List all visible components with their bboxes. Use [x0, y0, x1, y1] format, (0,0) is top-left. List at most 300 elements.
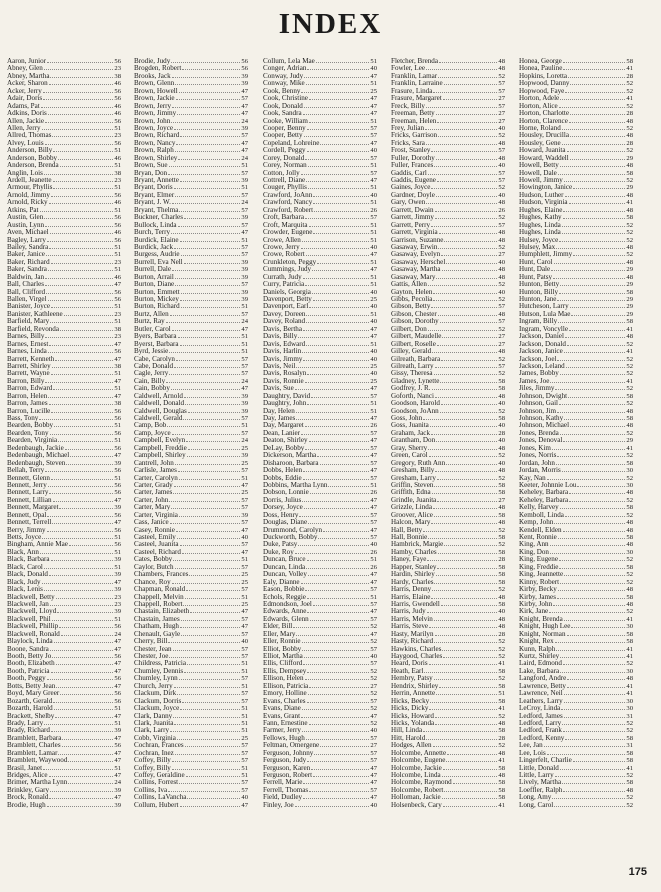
entry-name: Gilbert, Don — [391, 324, 427, 333]
entry-page: 48 — [498, 154, 505, 162]
index-entry — [519, 615, 633, 622]
entry-page: 25 — [241, 489, 248, 497]
index-entry — [134, 645, 248, 652]
index-entry — [391, 712, 505, 719]
entry-name: Baker, Sandra — [7, 265, 47, 274]
entry-page: 40 — [370, 355, 377, 363]
entry-name: Brown, Ralph — [134, 146, 174, 155]
entry-page: 57 — [241, 429, 248, 437]
entry-name: Douglas, Diane — [263, 518, 308, 527]
entry-page: 40 — [498, 191, 505, 199]
entry-page: 57 — [241, 563, 248, 571]
index-entry — [7, 362, 121, 369]
entry-page: 39 — [241, 511, 248, 519]
dot-leader — [186, 436, 240, 442]
index-entry — [7, 756, 121, 763]
entry-page: 25 — [370, 296, 377, 303]
entry-page: 47 — [114, 757, 121, 765]
entry-name: Drummond, Carolyn — [263, 525, 323, 534]
index-entry — [391, 377, 505, 384]
index-entry — [134, 511, 248, 518]
entry-name: Daughtry, David — [263, 391, 311, 400]
entry-page: 57 — [241, 690, 248, 698]
dot-leader — [442, 265, 498, 271]
entry-page: 52 — [626, 474, 633, 482]
dot-leader — [567, 146, 626, 152]
dot-leader — [567, 682, 626, 688]
entry-name: Chastain, Elizabeth — [134, 607, 190, 616]
entry-page: 51 — [370, 258, 377, 266]
entry-page: 57 — [241, 615, 248, 623]
entry-page: 51 — [241, 333, 248, 341]
entry-name: Byrd, Jessie — [134, 347, 169, 356]
entry-page: 51 — [114, 147, 121, 155]
entry-page: 51 — [114, 318, 121, 326]
index-entry — [391, 161, 505, 168]
entry-name: Cottrell, Diane — [263, 176, 306, 184]
dot-leader — [174, 682, 241, 688]
entry-name: Ledford, Larry — [519, 718, 562, 727]
entry-name: Hill, Linda — [391, 726, 423, 735]
entry-name: Adams, Pat — [7, 101, 40, 110]
entry-name: Howard, Waddell — [519, 153, 569, 162]
entry-name: Blackwell, Phillip — [7, 622, 59, 631]
index-entry — [391, 622, 505, 629]
index-entry — [263, 481, 377, 488]
dot-leader — [431, 429, 497, 435]
entry-name: Frasure, Linda — [391, 86, 433, 95]
index-entry — [263, 109, 377, 116]
dot-leader — [552, 444, 625, 450]
index-entry — [519, 526, 633, 533]
entry-name: Byerst, Barbara — [134, 339, 179, 348]
index-entry — [519, 801, 633, 808]
index-entry — [134, 183, 248, 190]
index-entry — [263, 325, 377, 332]
index-entry — [7, 578, 121, 585]
dot-leader — [570, 109, 625, 115]
dot-leader — [45, 377, 113, 383]
entry-name: Graham, Jack — [391, 428, 430, 437]
entry-name: Lawrence, Betty — [519, 681, 566, 690]
index-entry — [263, 682, 377, 689]
dot-leader — [40, 548, 113, 554]
dot-leader — [550, 540, 626, 546]
entry-name: Gary, Owen — [391, 198, 426, 207]
entry-name: Green, Carol — [391, 451, 428, 460]
dot-leader — [172, 72, 241, 78]
dot-leader — [563, 526, 626, 532]
entry-page: 25 — [370, 362, 377, 370]
dot-leader — [562, 221, 626, 227]
entry-page: 57 — [370, 132, 377, 140]
entry-name: Bearden, Tony — [7, 428, 49, 437]
dot-leader — [304, 102, 370, 108]
index-entry — [391, 786, 505, 793]
entry-name: Davey, Doreen — [263, 309, 306, 318]
entry-page: 39 — [114, 571, 121, 579]
dot-leader — [444, 79, 498, 85]
entry-page: 57 — [241, 467, 248, 475]
entry-page: 57 — [370, 757, 377, 765]
entry-name: Ferguson, Robert — [263, 771, 313, 779]
dot-leader — [425, 124, 497, 130]
entry-name: Chapman, Ronald — [134, 585, 186, 594]
index-entry — [391, 689, 505, 696]
entry-name: Dickerson, Martha — [263, 451, 317, 460]
entry-page: 57 — [370, 474, 377, 482]
dot-leader — [174, 362, 240, 368]
entry-name: Campbell, Shirley — [134, 451, 186, 460]
index-entry — [263, 451, 377, 458]
entry-page: 40 — [498, 400, 505, 408]
entry-page: 47 — [370, 266, 377, 274]
dot-leader — [172, 325, 241, 331]
index-entry — [7, 689, 121, 696]
entry-name: Chappell, Robert — [134, 599, 183, 608]
entry-page: 23 — [114, 333, 121, 341]
index-entry — [263, 310, 377, 317]
dot-leader — [313, 191, 369, 197]
entry-name: Hudson, Virginia — [519, 198, 568, 207]
index-entry — [7, 176, 121, 183]
entry-page: 40 — [498, 608, 505, 616]
dot-leader — [50, 228, 114, 234]
dot-leader — [440, 377, 497, 383]
entry-page: 51 — [114, 303, 121, 311]
index-entry — [519, 741, 633, 748]
entry-name: King, Jeannette — [519, 570, 564, 579]
index-entry — [7, 250, 121, 257]
entry-name: Long, Amy — [519, 793, 552, 802]
entry-name: Kemp, John — [519, 518, 554, 527]
index-entry — [391, 771, 505, 778]
dot-leader — [169, 161, 241, 167]
entry-name: Ellis, Dempsey — [263, 666, 307, 675]
entry-name: Cook, Christine — [263, 94, 308, 103]
index-entry — [263, 726, 377, 733]
dot-leader — [426, 198, 497, 204]
index-entry — [134, 109, 248, 116]
dot-leader — [564, 570, 625, 576]
index-entry — [519, 377, 633, 384]
dot-leader — [437, 340, 497, 346]
index-entry — [391, 659, 505, 666]
entry-page: 51 — [370, 199, 377, 207]
dot-leader — [563, 213, 626, 219]
entry-page: 56 — [114, 191, 121, 199]
entry-page: 41 — [498, 705, 505, 713]
dot-leader — [426, 734, 497, 740]
dot-leader — [175, 191, 240, 197]
dot-leader — [307, 399, 369, 405]
entry-name: Ball, Clifford — [7, 287, 46, 296]
entry-page: 25 — [241, 734, 248, 742]
dot-leader — [434, 615, 498, 621]
entry-name: Conger, Adrian — [263, 64, 307, 73]
entry-name: Davis, Edward — [263, 339, 306, 348]
entry-name: Carter, Mary — [134, 503, 171, 512]
entry-name: Hicks, Howard — [391, 711, 434, 720]
entry-page: 58 — [498, 563, 505, 571]
entry-page: 28 — [626, 139, 633, 147]
entry-page: 52 — [626, 177, 633, 184]
entry-page: 40 — [241, 638, 248, 646]
entry-name: Knight, Brenda — [519, 614, 563, 623]
entry-page: 29 — [626, 266, 633, 274]
entry-name: Banister, Kathleene — [7, 309, 63, 318]
dot-leader — [169, 369, 240, 375]
dot-leader — [175, 563, 241, 569]
index-entry — [263, 570, 377, 577]
dot-leader — [178, 154, 240, 160]
index-entry — [519, 444, 633, 451]
entry-page: 48 — [498, 467, 505, 475]
index-entry — [7, 436, 121, 443]
entry-name: Eller, Mary — [263, 629, 296, 638]
entry-name: Bryant, Elmer — [134, 190, 175, 199]
entry-name: Austin, Lynn — [7, 220, 45, 229]
entry-page: 57 — [498, 221, 505, 229]
dot-leader — [555, 384, 625, 390]
entry-name: Heard, Doris — [391, 659, 428, 668]
entry-page: 47 — [114, 794, 121, 802]
entry-page: 58 — [626, 169, 633, 177]
entry-page: 58 — [626, 214, 633, 222]
dot-leader — [168, 786, 240, 792]
index-entry — [134, 362, 248, 369]
entry-page: 47 — [370, 712, 377, 720]
dot-leader — [314, 749, 369, 755]
index-entry — [7, 652, 121, 659]
dot-leader — [44, 64, 114, 70]
entry-page: 39 — [241, 400, 248, 408]
index-entry — [134, 265, 248, 272]
dot-leader — [564, 689, 626, 695]
entry-page: 57 — [241, 586, 248, 594]
dot-leader — [566, 362, 626, 368]
entry-name: Davis, Sue — [263, 384, 294, 393]
entry-page: 31 — [626, 742, 633, 750]
entry-page: 52 — [498, 370, 505, 378]
entry-name: Gresham, Billy — [391, 466, 435, 475]
entry-name: Bramblett, Lamar — [7, 748, 58, 757]
entry-name: Kunn, Ralph — [519, 644, 556, 653]
entry-page: 26 — [370, 489, 377, 497]
entry-name: Chatham, Hugh — [134, 622, 179, 631]
entry-page: 47 — [114, 496, 121, 504]
entry-name: Hunton, Betty — [519, 280, 560, 289]
entry-page: 51 — [370, 593, 377, 601]
entry-name: Croft, Barbara — [263, 213, 304, 222]
index-entry — [519, 712, 633, 719]
dot-leader — [56, 593, 114, 599]
index-entry — [391, 630, 505, 637]
index-entry — [519, 79, 633, 86]
dot-leader — [41, 102, 114, 108]
dot-leader — [309, 682, 369, 688]
dot-leader — [302, 704, 370, 710]
entry-name: Burdick, Elaine — [134, 235, 179, 244]
entry-page: 40 — [370, 727, 377, 735]
index-entry — [519, 607, 633, 614]
entry-name: Boone, Sandra — [7, 644, 49, 653]
entry-name: Coffey, Billy — [134, 763, 171, 772]
index-entry — [391, 310, 505, 317]
entry-page: 39 — [241, 72, 248, 80]
entry-page: 57 — [498, 80, 505, 88]
dot-leader — [306, 734, 370, 740]
index-entry — [7, 79, 121, 86]
entry-page: 27 — [498, 117, 505, 125]
dot-leader — [305, 154, 369, 160]
dot-leader — [305, 377, 370, 383]
index-entry — [391, 131, 505, 138]
index-entry — [263, 704, 377, 711]
dot-leader — [553, 273, 625, 279]
entry-name: Clackum, Dorris — [134, 696, 182, 705]
index-entry — [519, 540, 633, 547]
entry-page: 47 — [114, 638, 121, 646]
index-entry — [263, 563, 377, 570]
entry-name: Botts, Betty Jean — [7, 681, 56, 690]
index-entry — [134, 793, 248, 800]
entry-page: 24 — [241, 199, 248, 207]
dot-leader — [559, 102, 626, 108]
index-entry — [263, 347, 377, 354]
entry-name: Goss, John — [391, 414, 423, 422]
entry-name: Day, Helen — [263, 406, 295, 415]
entry-page: 27 — [498, 340, 505, 348]
entry-name: Bedenbaugh, Jackie — [7, 443, 64, 452]
entry-page: 48 — [498, 65, 505, 73]
entry-page: 40 — [241, 794, 248, 802]
dot-leader — [305, 585, 369, 591]
entry-name: King, Ann — [519, 540, 549, 549]
entry-name: Berry, Jimmy — [7, 525, 46, 534]
entry-page: 52 — [626, 719, 633, 727]
dot-leader — [49, 570, 113, 576]
entry-name: Chance, Roy — [134, 577, 171, 586]
entry-page: 58 — [498, 727, 505, 735]
dot-leader — [434, 161, 497, 167]
entry-name: Knight, Rex — [519, 637, 554, 646]
dot-leader — [301, 712, 369, 718]
dot-leader — [569, 488, 625, 494]
entry-page: 46 — [114, 273, 121, 281]
index-entry — [391, 518, 505, 525]
dot-leader — [317, 258, 369, 264]
entry-name: Bailey, Sandra — [7, 242, 49, 251]
dot-leader — [180, 540, 241, 546]
dot-leader — [185, 399, 240, 405]
entry-name: Elliot, Bobby — [263, 644, 302, 653]
index-entry — [391, 362, 505, 369]
entry-page: 39 — [241, 258, 248, 266]
entry-name: Brasil, Janet — [7, 763, 43, 772]
entry-name: Bramblett, Charles — [7, 741, 61, 750]
entry-page: 47 — [370, 385, 377, 393]
dot-leader — [168, 169, 240, 175]
index-entry — [519, 258, 633, 265]
dot-leader — [570, 154, 626, 160]
entry-name: Cummings, Judy — [263, 265, 312, 274]
index-entry — [134, 436, 248, 443]
entry-page: 28 — [498, 630, 505, 638]
index-entry — [519, 555, 633, 562]
index-entry — [7, 377, 121, 384]
entry-name: Hulsey, Max — [519, 242, 556, 251]
index-entry — [7, 704, 121, 711]
entry-page: 57 — [241, 749, 248, 757]
entry-page: 48 — [498, 139, 505, 147]
dot-leader — [555, 771, 626, 777]
index-entry — [134, 682, 248, 689]
entry-name: Eason, Bobbie — [263, 585, 305, 594]
dot-leader — [179, 87, 241, 93]
entry-page: 51 — [114, 266, 121, 274]
entry-name: Brown, Glenn — [134, 79, 175, 88]
index-entry — [134, 243, 248, 250]
dot-leader — [424, 667, 497, 673]
index-entry — [391, 585, 505, 592]
entry-page: 56 — [114, 429, 121, 437]
index-entry — [7, 593, 121, 600]
dot-leader — [58, 749, 113, 755]
entry-page: 47 — [114, 749, 121, 757]
index-entry — [134, 325, 248, 332]
entry-page: 51 — [241, 764, 248, 772]
dot-leader — [302, 726, 369, 732]
entry-page: 38 — [114, 400, 121, 408]
dot-leader — [317, 451, 369, 457]
entry-name: Knight, Norman — [519, 629, 566, 638]
dot-leader — [444, 786, 497, 792]
entry-page: 52 — [498, 72, 505, 80]
index-entry — [391, 87, 505, 94]
entry-name: Bennett, Larry — [7, 488, 49, 497]
entry-page: 40 — [370, 303, 377, 311]
index-entry — [7, 503, 121, 510]
entry-name: Dobbs, Eddie — [263, 473, 302, 482]
entry-page: 40 — [370, 288, 377, 296]
entry-page: 39 — [241, 177, 248, 184]
dot-leader — [179, 474, 241, 480]
entry-name: Leathers, Larry — [519, 696, 563, 705]
index-entry — [391, 317, 505, 324]
dot-leader — [423, 414, 497, 420]
entry-page: 47 — [370, 95, 377, 103]
index-entry — [134, 102, 248, 109]
index-entry — [519, 131, 633, 138]
entry-name: Brady, Richard — [7, 726, 50, 735]
entry-name: Gibbs, Pecolia — [391, 295, 433, 303]
dot-leader — [431, 302, 497, 308]
entry-page: 51 — [114, 705, 121, 713]
index-column-3 — [263, 57, 377, 808]
index-entry — [519, 593, 633, 600]
entry-page: 52 — [626, 362, 633, 370]
dot-leader — [434, 674, 498, 680]
entry-name: Hopwood, Danny — [519, 79, 570, 88]
entry-page: 52 — [498, 653, 505, 660]
entry-name: Curry, Patricia — [263, 280, 305, 289]
dot-leader — [166, 317, 241, 323]
index-entry — [519, 146, 633, 153]
entry-name: Dean, Lanier — [263, 428, 301, 437]
entry-name: Chappell, Melvin — [134, 592, 184, 601]
entry-name: Ledford, James — [519, 711, 563, 720]
